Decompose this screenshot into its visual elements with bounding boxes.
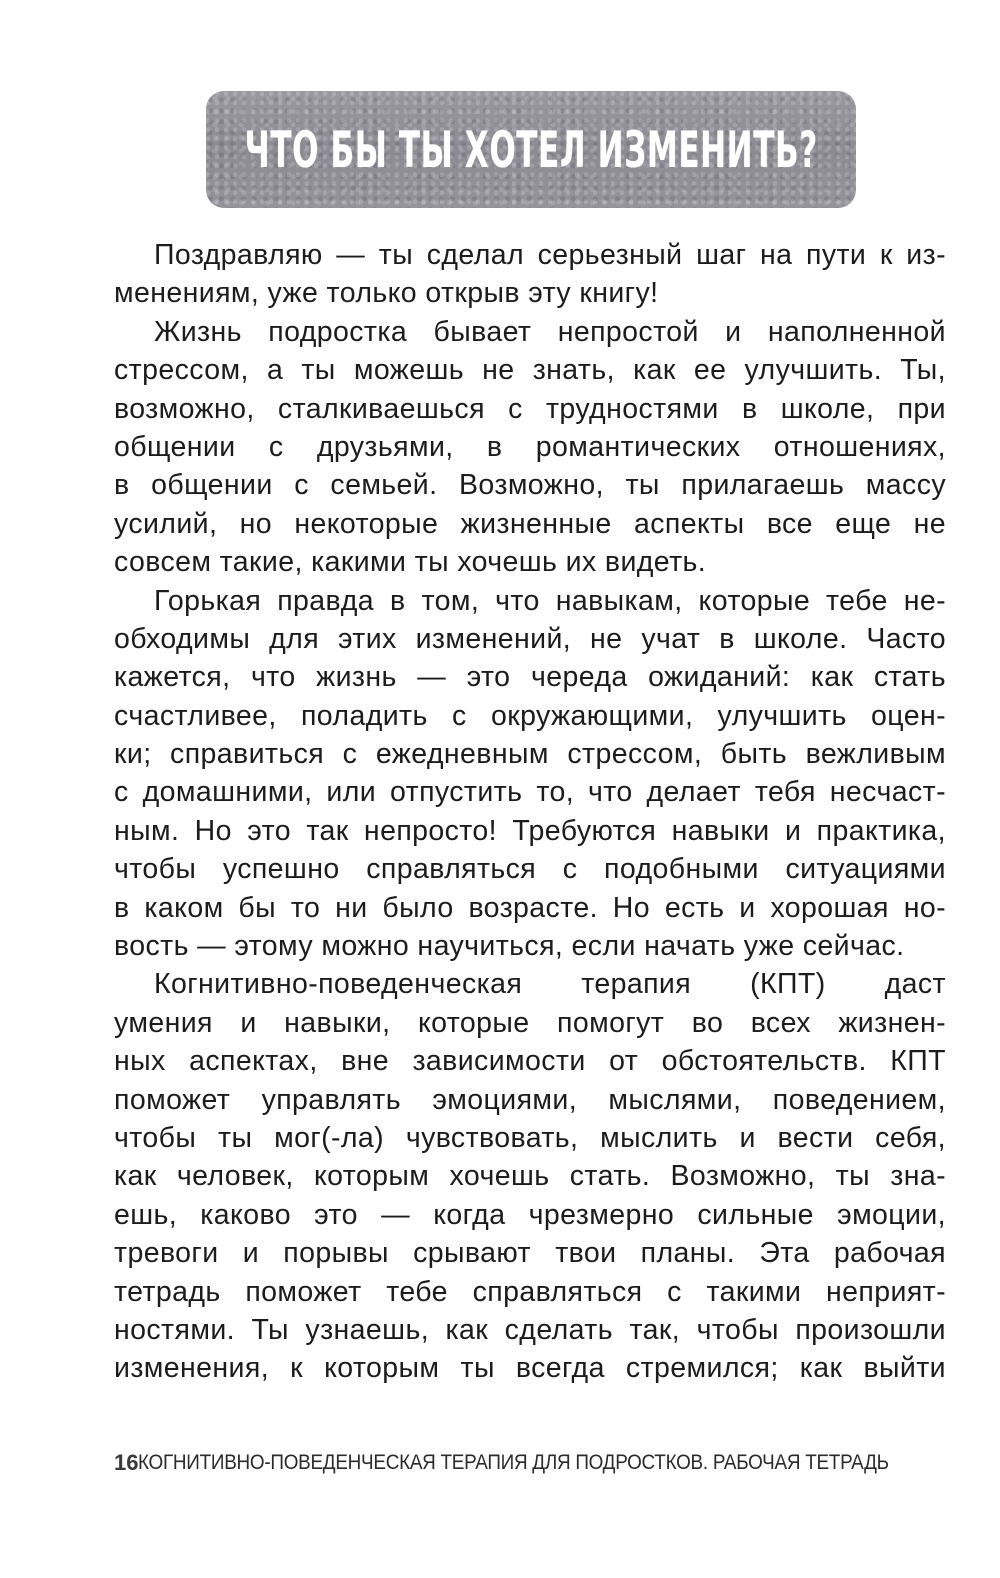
text-line: в каком бы то ни было возрасте. Но есть и хорошая но-: [114, 891, 946, 924]
text-line: усилий, но некоторые жизненные аспекты все еще не: [114, 507, 946, 540]
chapter-title-banner: [206, 91, 856, 208]
text-line: чтобы успешно справляться с подобными ситуациями: [114, 853, 946, 886]
text-line: в общении с семьей. Возможно, ты прилагаешь массу: [114, 469, 946, 502]
text-line: ных аспектах, вне зависимости от обстоятельств. КПТ: [114, 1045, 946, 1078]
text-line: ным. Но это так непросто! Требуются навыки и практика,: [114, 814, 946, 847]
text-line: ки; справиться с ежедневным стрессом, быть вежливым: [114, 738, 946, 771]
text-line: вость — этому можно научиться, если начать уже сейчас.: [114, 930, 905, 963]
text-line: стрессом, а ты можешь не знать, как ее улучшить. Ты,: [114, 354, 946, 387]
running-title: КОГНИТИВНО-ПОВЕДЕНЧЕСКАЯ ТЕРАПИЯ ДЛЯ ПОДРОСТКОВ. РАБОЧАЯ ТЕТРАДЬ: [138, 1451, 890, 1474]
text-line: Горькая правда в том, что навыкам, которые тебе не-: [154, 584, 946, 617]
text-line: счастливее, поладить с окружающими, улучшить оцен-: [114, 699, 946, 732]
text-line: с домашними, или отпустить то, что делает тебя несчаст-: [114, 776, 946, 809]
text-line: поможет управлять эмоциями, мыслями, поведением,: [114, 1083, 946, 1116]
text-line: Поздравляю — ты сделал серьезный шаг на пути к из-: [154, 239, 946, 271]
text-line: изменения, к которым ты всегда стремился; как выйти: [114, 1352, 946, 1385]
text-line: ешь, каково это — когда чрезмерно сильные эмоции,: [114, 1198, 946, 1231]
text-line: чтобы ты мог(-ла) чувствовать, мыслить и вести себя,: [114, 1121, 946, 1154]
text-line: умения и навыки, которые помогут во всех жизнен-: [114, 1006, 946, 1039]
text-line: менениям, уже только открыв эту книгу!: [114, 277, 659, 310]
text-line: кажется, что жизнь — это череда ожиданий: как стать: [114, 661, 946, 694]
text-line: ностями. Ты узнаешь, как сделать так, чтобы произошли: [114, 1313, 946, 1346]
body-text: [114, 236, 946, 1388]
text-line: совсем такие, какими ты хочешь их видеть.: [114, 546, 707, 579]
text-line: тревоги и порывы срывают твои планы. Эта рабочая: [114, 1237, 946, 1270]
text-line: Когнитивно-поведенческая терапия (КПТ) даст: [154, 968, 946, 1001]
text-line: как человек, которым хочешь стать. Возможно, ты зна-: [114, 1160, 946, 1193]
page-footer: [114, 1448, 954, 1478]
text-line: общении с друзьями, в романтических отношениях,: [114, 430, 946, 463]
text-line: Жизнь подростка бывает непростой и наполненной: [154, 315, 946, 348]
text-line: тетрадь поможет тебе справляться с такими неприят-: [114, 1275, 946, 1308]
text-line: обходимы для этих изменений, не учат в школе. Часто: [114, 622, 946, 655]
text-line: возможно, сталкиваешься с трудностями в школе, при: [114, 392, 946, 425]
page-number: 16: [114, 1450, 139, 1475]
chapter-title: ЧТО БЫ ТЫ ХОТЕЛ ИЗМЕНИТЬ?: [244, 120, 818, 179]
